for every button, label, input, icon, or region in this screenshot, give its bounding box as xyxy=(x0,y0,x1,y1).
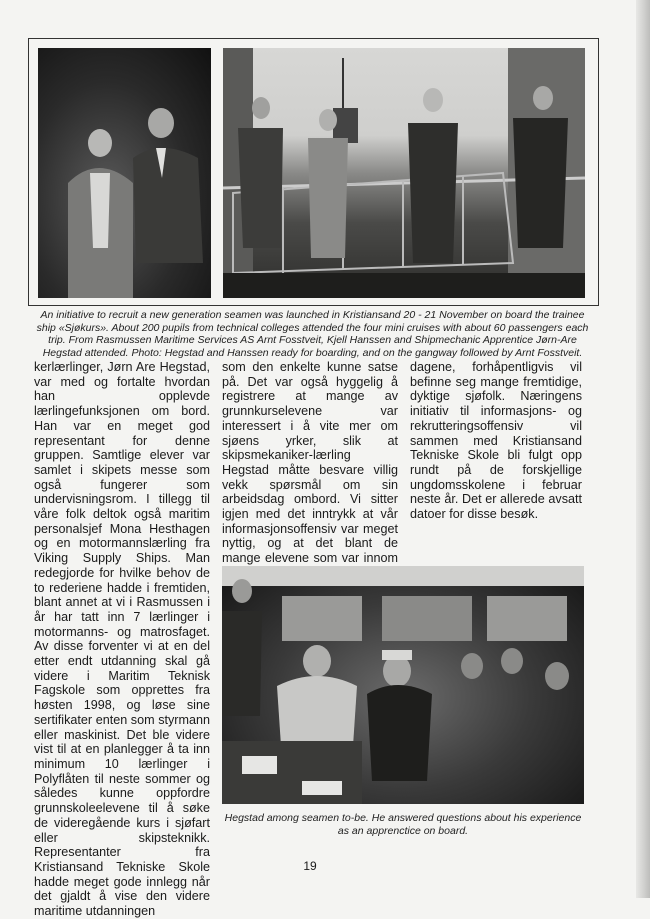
body-column-1 xyxy=(34,360,210,919)
photo-mess-scene xyxy=(222,566,584,804)
photo-gangway-boarding xyxy=(223,48,585,298)
photo-hegstad-hanssen xyxy=(38,48,211,298)
body-paragraph-3: dagene, forhåpentligvis vil befinne seg mange fremtidige, dyktige sjøfolk. Næringens initiativ til informasjons- og rekrutteringsoffensiv vil sammen med Kristiansand Tekniske Skole bli fulgt opp rundt på de forskjellige ungdomsskolene i februar neste år. Det er allerede avsatt datoer for disse besøk. xyxy=(410,360,582,522)
caption-top: An initiative to recruit a new generation seamen was launched in Kristiansand 20 - 21 November on board the trainee ship «Sjøkurs». About 200 pupils from technical colleges attended the four mini cruises with about 60 passengers each trip. From Rasmussen Maritime Services AS Arnt Fosstveit, Kjell Hanssen and Shipmechanic Apprentice Jørn-Are Hegstad attended. Photo: Hegstad and Hanssen ready for boarding, and on the gangway followed by Arnt Fosstveit. xyxy=(36,309,589,359)
page-number: 19 xyxy=(303,859,317,873)
photo-mess-room xyxy=(222,566,584,804)
photo-gangway-scene xyxy=(223,48,585,298)
body-paragraph-1: kerlærlinger, Jørn Are Hegstad, var med og fortalte hvordan han opplevde lærlingefunksjonen om bord. Han var en meget god representant for denne gruppen. Samtlige elever var samlet i skipets messe som også fungerer som undervisningsrom. I tillegg til våre folk deltok også maritim personalsjef Mona Hesthagen og en motormannslærling fra Viking Supply Ships. Man redegjorde for hvilke behov de to rederiene hadde i fremtiden, blant annet at vi i Rasmussen i år har tatt inn 7 lærlinger i motormanns- og matrosfaget. Av disse forventer vi at en del etter endt utdanning skal gå videre i Maritim Teknisk Fagskole som opprettes fra høsten 1998, og løse sine sertifikater enten som styrmann eller maskinist. Det ble videre vist til at en planlegger å ta inn minimum 10 lærlinger i Polyflåten til neste sommer og således kunne oppfordre grunnskoleelevene til å søke de videregående kurs i sjøfart eller skipsteknikk. Representanter fra Kristiansand Tekniske Skole hadde meget gode innlegg når det gjaldt å vise den videre maritime utdanningen xyxy=(34,360,210,919)
page-edge xyxy=(636,0,650,898)
photo-hegstad-hanssen-figures xyxy=(38,48,211,298)
body-paragraph-2: som den enkelte kunne satse på. Det var også hyggelig å registrere at mange av grunnkurselevene var interessert i å vite mer om sjøens yrker, slik at skipsmekaniker-lærling Hegstad måtte besvare villig vekk spørsmål om sin arbeidsdag ombord. Vi sitter igjen med det inntrykk at vår informasjonsoffensiv var meget nyttig, og at det blant de mange elevene som var innom xyxy=(222,360,398,566)
body-column-2 xyxy=(222,360,398,581)
body-column-3 xyxy=(410,360,582,522)
caption-bottom: Hegstad among seamen to-be. He answered questions about his experience as an apprenctice on board. xyxy=(224,812,582,837)
